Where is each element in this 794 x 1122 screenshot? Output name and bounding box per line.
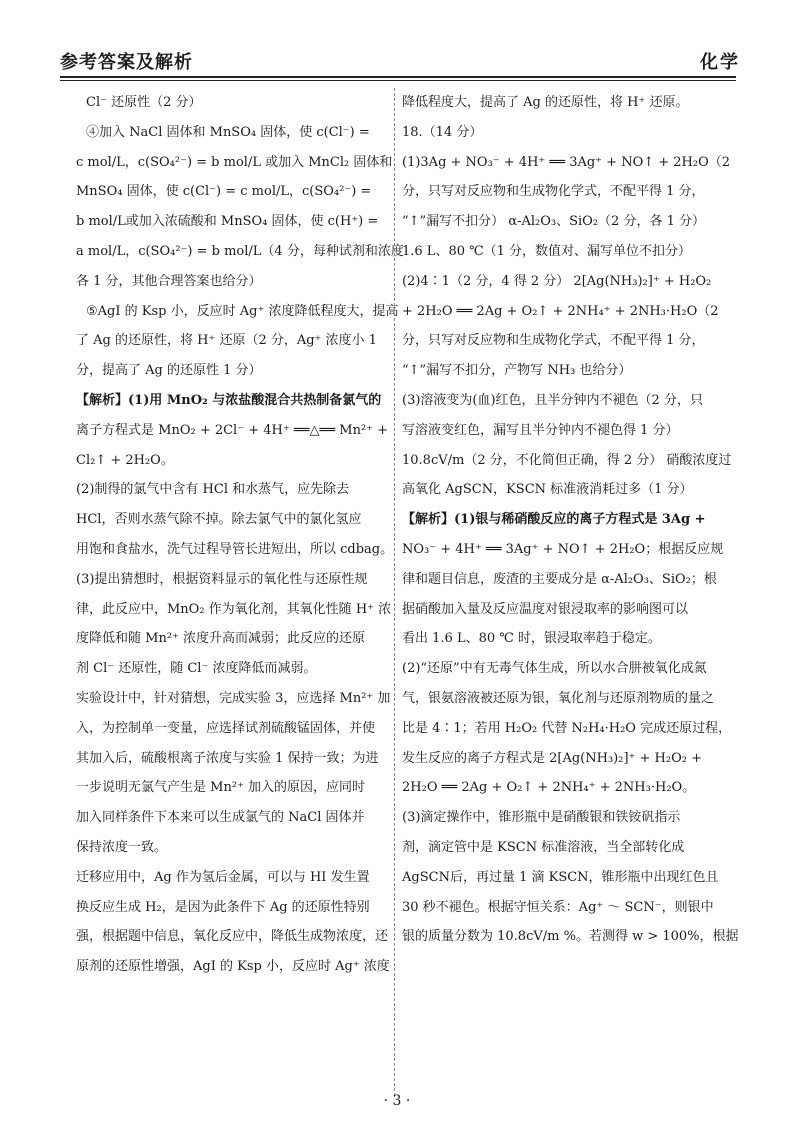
text-line: (2)制得的氯气中含有 HCl 和水蒸气，应先除去 [76, 482, 350, 498]
left-column [76, 88, 404, 982]
text-line: 分，提高了 Ag 的还原性 1 分） [76, 363, 262, 379]
text-line: “↑”漏写不扣分） α-Al₂O₃、SiO₂（2 分，各 1 分） [402, 214, 705, 230]
text-line: (2)“还原”中有无毒气体生成，所以水合肼被氧化成氮 [402, 661, 707, 677]
text-line: ④加入 NaCl 固体和 MnSO₄ 固体，使 c(Cl⁻) = [86, 124, 370, 140]
text-line: 降低程度大，提高了 Ag 的还原性，将 H⁺ 还原。 [402, 95, 689, 110]
text-line: 气，银氨溶液被还原为银，氧化剂与还原剂物质的量之 [402, 690, 715, 706]
text-line: (3)溶液变为(血)红色，且半分钟内不褪色（2 分，只 [402, 392, 703, 408]
header-title: 参考答案及解析 [60, 52, 193, 73]
page-number: · 3 · [383, 1093, 411, 1109]
text-line: (3)提出猜想时，根据资料显示的氧化性与还原性规 [76, 571, 368, 587]
text-line: 离子方程式是 MnO₂ + 2Cl⁻ + 4H⁺ ══△══ Mn²⁺ + [76, 422, 389, 438]
text-line: 分，只写对反应物和生成物化学式，不配平得 1 分， [402, 184, 705, 200]
text-line: 律和题目信息，废渣的主要成分是 α-Al₂O₃、SiO₂；根 [402, 571, 717, 587]
text-line: 写溶液变红色，漏写且半分钟内不褪色得 1 分） [402, 422, 679, 438]
text-line: 原剂的还原性增强，AgI 的 Ksp 小，反应时 Ag⁺ 浓度 [76, 959, 390, 975]
text-line: 加入同样条件下本来可以生成氯气的 NaCl 固体并 [76, 810, 365, 826]
text-line: 银的质量分数为 10.8cV/m %。若测得 w > 100%，根据 [402, 929, 739, 945]
text-line: (1)3Ag + NO₃⁻ + 4H⁺ ══ 3Ag⁺ + NO↑ + 2H₂O（2 [402, 154, 731, 170]
text-line: 10.8cV/m（2 分，不化简但正确，得 2 分） 硝酸浓度过 [402, 452, 732, 468]
text-line: 比是 4∶1；若用 H₂O₂ 代替 N₂H₄·H₂O 完成还原过程， [402, 720, 732, 736]
text-line: 一步说明无氯气产生是 Mn²⁺ 加入的原因，应同时 [76, 780, 366, 796]
text-line: 30 秒不褪色。根据守恒关系：Ag⁺ ～ SCN⁻，则银中 [402, 899, 714, 915]
text-line: 高氧化 AgSCN，KSCN 标准液消耗过多（1 分） [402, 482, 693, 498]
text-line: NO₃⁻ + 4H⁺ ══ 3Ag⁺ + NO↑ + 2H₂O；根据反应规 [402, 541, 724, 557]
text-line: MnSO₄ 固体，使 c(Cl⁻) = c mol/L，c(SO₄²⁻) = [76, 184, 372, 200]
text-line: 2H₂O ══ 2Ag + O₂↑ + 2NH₄⁺ + 2NH₃·H₂O。 [402, 780, 696, 796]
header-subject: 化学 [700, 52, 740, 73]
page-header [60, 48, 740, 78]
text-line: a mol/L，c(SO₄²⁻) = b mol/L（4 分，每种试剂和浓度 [76, 243, 404, 259]
text-line: Cl₂↑ + 2H₂O。 [76, 452, 174, 468]
column-divider [394, 88, 395, 1096]
text-line: 用饱和食盐水，洗气过程导管长进短出，所以 cdbag。 [76, 541, 394, 557]
right-column [402, 88, 739, 952]
analysis-line: 【解析】(1)用 MnO₂ 与浓盐酸混合共热制备氯气的 [76, 392, 382, 408]
text-line: 据硝酸加入量及反应温度对银浸取率的影响图可以 [402, 601, 689, 617]
text-line: 其加入后，硫酸根离子浓度与实验 1 保持一致；为进 [76, 750, 379, 766]
text-line: 强，根据题中信息，氧化反应中，降低生成物浓度，还 [76, 929, 389, 945]
text-line: “↑”漏写不扣分，产物写 NH₃ 也给分） [402, 363, 632, 379]
text-line: + 2H₂O ══ 2Ag + O₂↑ + 2NH₄⁺ + 2NH₃·H₂O（2 [402, 303, 719, 319]
text-line: (3)滴定操作中，锥形瓶中是硝酸银和铁铵矾指示 [402, 810, 681, 826]
text-line: 1.6 L、80 ℃（1 分，数值对、漏写单位不扣分） [402, 243, 692, 259]
text-line: 入，为控制单一变量，应选择试剂硫酸锰固体，并使 [76, 720, 376, 736]
text-line: ⑤AgI 的 Ksp 小，反应时 Ag⁺ 浓度降低程度大，提高 [86, 303, 399, 319]
text-line: 发生反应的离子方程式是 2[Ag(NH₃)₂]⁺ + H₂O₂ + [402, 750, 702, 766]
text-line: 看出 1.6 L、80 ℃ 时，银浸取率趋于稳定。 [402, 631, 661, 647]
analysis-line: 【解析】(1)银与稀硝酸反应的离子方程式是 3Ag + [402, 512, 706, 528]
text-line: AgSCN后，再过量 1 滴 KSCN，锥形瓶中出现红色且 [402, 869, 719, 885]
text-line: 了 Ag 的还原性，将 H⁺ 还原（2 分，Ag⁺ 浓度小 1 [76, 333, 377, 349]
text-line: 度降低和随 Mn²⁺ 浓度升高而减弱；此反应的还原 [76, 631, 366, 647]
header-rule-thin [60, 80, 736, 81]
text-line: c mol/L，c(SO₄²⁻) = b mol/L 或加入 MnCl₂ 固体和 [76, 154, 393, 170]
question-number: 18.（14 分） [402, 124, 483, 140]
text-line: 剂 Cl⁻ 还原性，随 Cl⁻ 浓度降低而减弱。 [76, 661, 317, 677]
text-line: 实验设计中，针对猜想，完成实验 3，应选择 Mn²⁺ 加 [76, 690, 391, 706]
text-line: b mol/L或加入浓硫酸和 MnSO₄ 固体，使 c(H⁺) = [76, 214, 379, 230]
text-line: 各 1 分，其他合理答案也给分） [76, 273, 262, 289]
text-line: 剂，滴定管中是 KSCN 标准溶液，当全部转化成 [402, 839, 685, 855]
text-line: 律，此反应中，MnO₂ 作为氧化剂，其氧化性随 H⁺ 浓 [76, 601, 392, 617]
text-line: (2)4∶1（2 分，4 得 2 分） 2[Ag(NH₃)₂]⁺ + H₂O₂ [402, 273, 712, 289]
text-line: 保持浓度一致。 [76, 839, 168, 855]
text-line: 换反应生成 H₂，是因为此条件下 Ag 的还原性特别 [76, 899, 370, 915]
text-line: HCl，否则水蒸气除不掉。除去氯气中的氯化氢应 [76, 512, 362, 528]
header-rule [60, 76, 736, 78]
text-line: 迁移应用中，Ag 作为氢后金属，可以与 HI 发生置 [76, 869, 370, 885]
text-line: Cl⁻ 还原性（2 分） [86, 95, 202, 110]
text-line: 分，只写对反应物和生成物化学式，不配平得 1 分， [402, 333, 705, 349]
